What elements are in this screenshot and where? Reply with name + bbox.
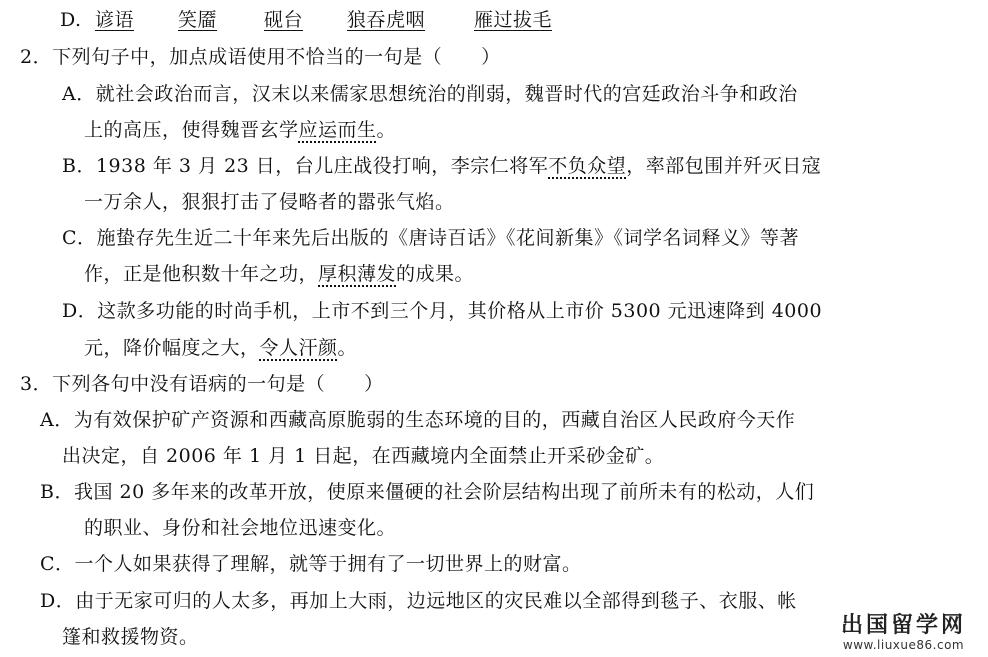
- q1-word-4: 狼吞虎咽: [347, 9, 426, 31]
- q3-option-d-line1: D．由于无家可归的人太多，再加上大雨，边远地区的灾民难以全部得到毯子、衣服、帐: [40, 590, 797, 612]
- q3-option-d-line2: 篷和救援物资。: [62, 626, 199, 648]
- q2-option-c-line2: [84, 262, 474, 286]
- q1-option-d-letter: D.: [60, 9, 82, 31]
- q2-option-b-line2: 一万余人，狠狠打击了侵略者的嚣张气焰。: [84, 191, 455, 213]
- q1-word-1: 谚语: [95, 9, 135, 31]
- q3-option-b-line1: B．我国 20 多年来的改革开放，使原来僵硬的社会阶层结构出现了前所未有的松动，人们: [40, 481, 815, 503]
- q3-option-a-line2: 出决定，自 2006 年 1 月 1 日起，在西藏境内全面禁止开采砂金矿。: [62, 445, 665, 467]
- watermark-title: 出国留学网: [840, 613, 966, 638]
- q3-option-c-line1: C．一个人如果获得了理解，就等于拥有了一切世界上的财富。: [40, 553, 582, 575]
- q2-d-idiom: 令人汗颜: [259, 337, 338, 359]
- q2-b-post: ，率部包围并歼灭日寇: [626, 155, 822, 177]
- q3-option-a-line1: A．为有效保护矿产资源和西藏高原脆弱的生态环境的目的，西藏自治区人民政府今天作: [40, 409, 796, 431]
- q2-option-a-line1: A．就社会政治而言，汉末以来儒家思想统治的削弱，魏晋时代的宫廷政治斗争和政治: [62, 83, 798, 105]
- q2-d-post: 。: [337, 337, 358, 359]
- q2-c-pre: 作，正是他积数十年之功，: [84, 263, 319, 285]
- q3-option-b-line2: 的职业、身份和社会地位迅速变化。: [84, 517, 397, 539]
- q1-word-3: 砚台: [264, 9, 304, 31]
- q2-stem: 2．下列句子中，加点成语使用不恰当的一句是（ ）: [20, 46, 501, 68]
- q2-a-post: 。: [376, 119, 397, 141]
- q3-stem: 3．下列各句中没有语病的一句是（ ）: [20, 373, 384, 395]
- q2-option-b-line1: [62, 154, 821, 178]
- q2-c-idiom: 厚积薄发: [318, 263, 397, 285]
- q2-b-idiom: 不负众望: [548, 155, 627, 177]
- q2-option-d-line2: [84, 336, 357, 360]
- watermark-url: www.liuxue86.com: [842, 638, 965, 652]
- q1-word-5: 雁过拔毛: [474, 9, 553, 31]
- q2-c-post: 的成果。: [396, 263, 475, 285]
- q2-a-idiom: 应运而生: [298, 119, 377, 141]
- q2-d-pre: 元，降价幅度之大，: [84, 337, 260, 359]
- q2-a-pre: 上的高压，使得魏晋玄学: [84, 119, 299, 141]
- q2-option-a-line2: [84, 118, 396, 142]
- watermark-logo: [841, 615, 966, 651]
- q2-b-pre: B．1938 年 3 月 23 日，台儿庄战役打响，李宗仁将军: [62, 155, 549, 177]
- q1-word-2: 笑靥: [178, 9, 218, 31]
- q2-option-c-line1: C．施蛰存先生近二十年来先后出版的《唐诗百话》《花间新集》《词学名词释义》等著: [62, 227, 800, 249]
- q2-option-d-line1: D．这款多功能的时尚手机，上市不到三个月，其价格从上市价 5300 元迅速降到 4000: [62, 300, 823, 322]
